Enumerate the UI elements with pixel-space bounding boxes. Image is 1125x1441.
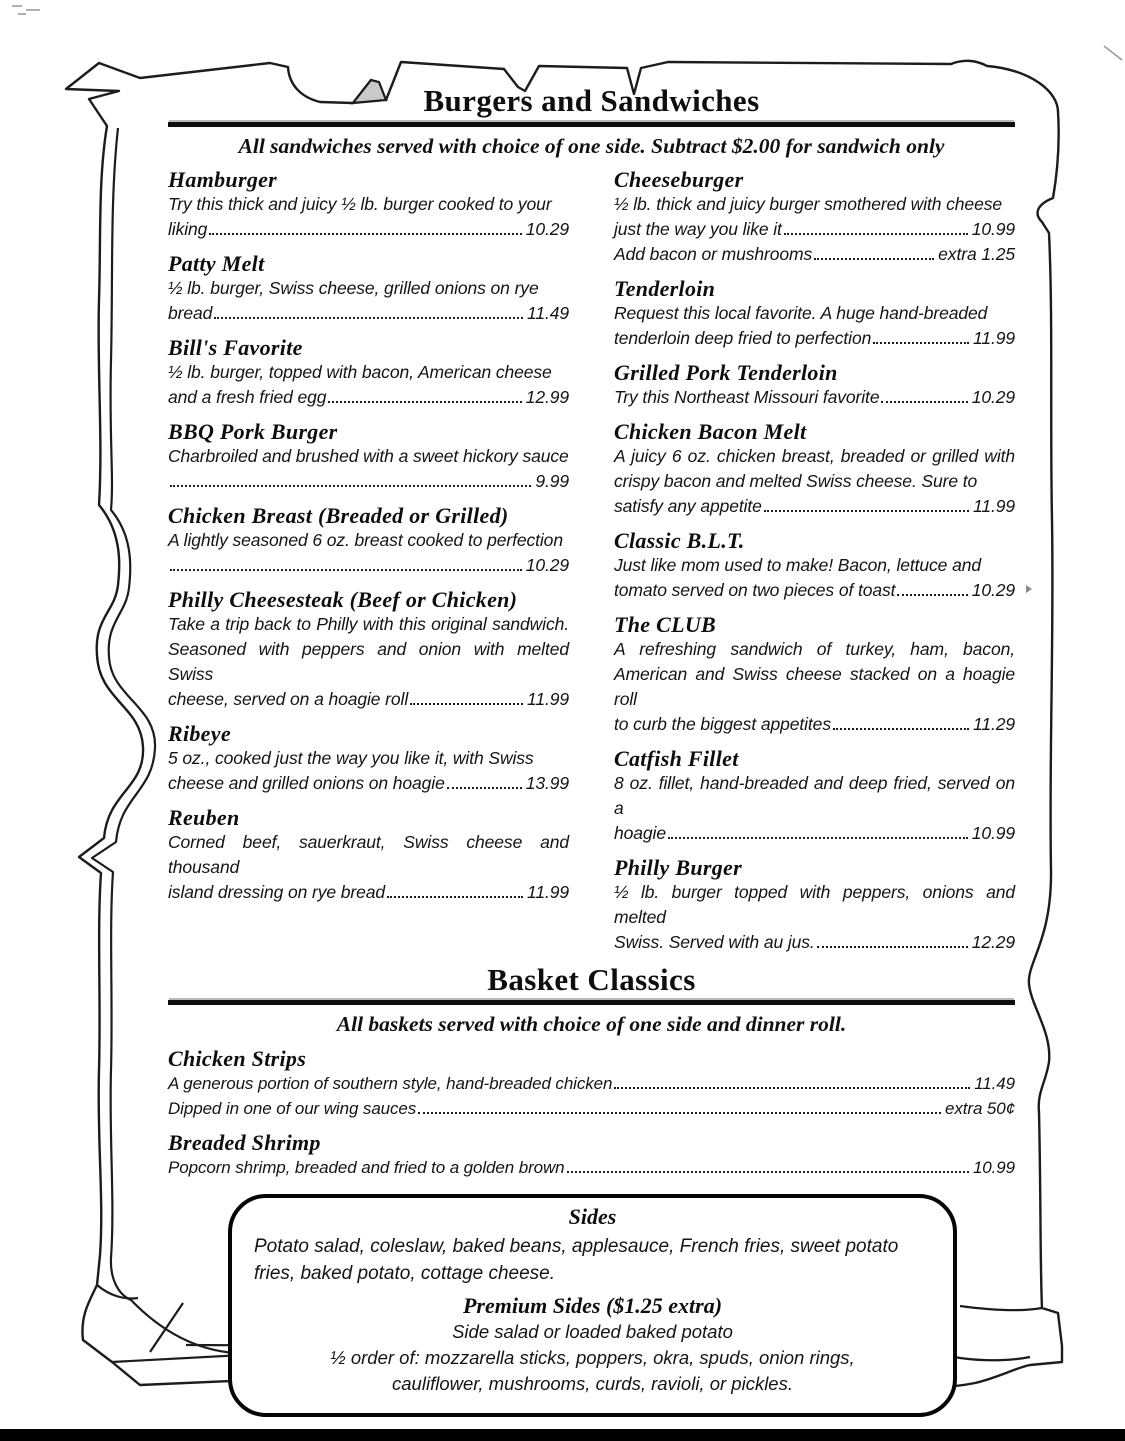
item-name: Cheeseburger — [614, 166, 744, 192]
item-description-tail: satisfy any appetite — [614, 495, 762, 516]
item-description: ½ lb. burger, topped with bacon, American cheese — [168, 361, 552, 382]
item-price: extra 50¢ — [945, 1099, 1015, 1119]
item-name: Chicken Breast (Breaded or Grilled) — [168, 502, 509, 528]
item-description-tail: island dressing on rye bread — [168, 881, 386, 902]
item-price-row — [168, 553, 569, 578]
section-basket-classics — [168, 963, 1015, 1181]
item-price: 11.49 — [527, 302, 569, 323]
dot-leader — [614, 1087, 970, 1089]
item-price: 10.29 — [525, 554, 569, 575]
item-name: Bill's Favorite — [168, 334, 303, 360]
item-description: A lightly seasoned 6 oz. breast cooked to perfection — [168, 529, 563, 550]
item-price: 12.29 — [971, 931, 1015, 952]
section-rule — [168, 1000, 1015, 1005]
menu-item-chicken-breast — [168, 503, 569, 578]
item-description: ½ lb. burger topped with peppers, onions and melted — [614, 881, 1015, 927]
dot-leader — [170, 485, 531, 487]
item-price: 10.99 — [971, 218, 1015, 239]
section-note: All sandwiches served with choice of one side. Subtract $2.00 for sandwich only — [238, 133, 945, 158]
dot-leader — [873, 342, 969, 344]
premium-sides-line: cauliflower, mushrooms, curds, ravioli, or pickles. — [392, 1373, 793, 1395]
menu-item-ribeye — [168, 721, 569, 796]
item-price-row — [614, 712, 1015, 737]
premium-sides-line: ½ order of: mozzarella sticks, poppers, okra, spuds, onion rings, — [330, 1347, 855, 1369]
menu-item-grilled-pork-tenderloin — [614, 360, 1015, 410]
item-price: 10.29 — [971, 386, 1015, 407]
item-price: 10.99 — [971, 822, 1015, 843]
item-description-tail: Try this Northeast Missouri favorite — [614, 386, 880, 407]
dot-leader — [410, 703, 523, 705]
item-price-row — [168, 1155, 1015, 1180]
dot-leader — [567, 1171, 969, 1173]
item-description: Charbroiled and brushed with a sweet hickory sauce — [168, 445, 569, 466]
item-price: 11.49 — [974, 1074, 1015, 1094]
menu-item-bbq-pork-burger — [168, 419, 569, 494]
item-description: Try this thick and juicy ½ lb. burger cooked to your — [168, 193, 552, 214]
dot-leader — [897, 594, 967, 596]
section-burgers-sandwiches — [168, 84, 1015, 955]
item-description-tail: and a fresh fried egg — [168, 386, 327, 407]
item-price: 11.99 — [973, 495, 1015, 516]
dot-leader — [209, 233, 521, 235]
item-price: 10.99 — [972, 1158, 1015, 1178]
menu-item-cheeseburger — [614, 167, 1015, 267]
item-price: 13.99 — [525, 772, 569, 793]
dot-leader — [784, 233, 968, 235]
item-name: Catfish Fillet — [614, 745, 739, 771]
item-description-tail: cheese and grilled onions on hoagie — [168, 772, 445, 793]
dot-leader — [214, 317, 523, 319]
scan-dust-top-left — [12, 5, 40, 15]
item-description-tail: Popcorn shrimp, breaded and fried to a golden brown — [168, 1158, 565, 1178]
item-name: Classic B.L.T. — [614, 527, 745, 553]
item-price-row — [168, 301, 569, 326]
right-column — [614, 162, 1015, 955]
item-name: Hamburger — [168, 166, 278, 192]
item-description-tail: A generous portion of southern style, hand-breaded chicken — [168, 1074, 613, 1094]
menu-item-hamburger — [168, 167, 569, 242]
menu-item-philly-burger — [614, 855, 1015, 955]
section-title: Burgers and Sandwiches — [423, 83, 760, 118]
premium-sides-title: Premium Sides ($1.25 extra) — [462, 1293, 723, 1319]
item-name: The CLUB — [614, 611, 717, 637]
item-name: Chicken Bacon Melt — [614, 418, 807, 444]
item-price-row — [614, 385, 1015, 410]
item-description: A juicy 6 oz. chicken breast, breaded or grilled with crispy bacon and melted Swiss cheese. Sure to — [614, 445, 1015, 491]
menu-item-patty-melt — [168, 251, 569, 326]
item-name: Reuben — [168, 804, 240, 830]
item-description-tail: Dipped in one of our wing sauces — [168, 1099, 417, 1119]
item-price-row — [168, 385, 569, 410]
dot-leader — [764, 510, 969, 512]
item-name: Grilled Pork Tenderloin — [614, 359, 838, 385]
item-price-row — [614, 326, 1015, 351]
item-price-row — [614, 578, 1015, 603]
item-name: Ribeye — [168, 720, 231, 746]
item-name: Philly Cheesesteak (Beef or Chicken) — [168, 586, 518, 612]
item-extra-price-row — [614, 242, 1015, 267]
menu-content — [168, 84, 1015, 1417]
dot-leader — [668, 837, 968, 839]
item-description: A refreshing sandwich of turkey, ham, bacon, American and Swiss cheese stacked on a hoagie roll — [614, 638, 1015, 709]
item-description: Request this local favorite. A huge hand-breaded — [614, 302, 988, 323]
item-price: 11.99 — [527, 688, 569, 709]
item-price-row — [168, 217, 569, 242]
menu-item-reuben — [168, 805, 569, 905]
dot-leader — [447, 787, 522, 789]
item-description-tail: Swiss. Served with au jus. — [614, 931, 815, 952]
premium-sides-line: Side salad or loaded baked potato — [452, 1321, 733, 1343]
menu-item-tenderloin — [614, 276, 1015, 351]
menu-item-philly-cheesesteak — [168, 587, 569, 712]
item-price-row — [614, 217, 1015, 242]
item-price: 11.29 — [973, 713, 1015, 734]
item-description-tail: to curb the biggest appetites — [614, 713, 831, 734]
menu-item-breaded-shrimp — [168, 1130, 1015, 1180]
item-description: Take a trip back to Philly with this original sandwich. Seasoned with peppers and onion with melted Swiss — [168, 613, 569, 684]
item-extra-price: extra 1.25 — [938, 243, 1015, 264]
scan-speck-top-right — [1104, 46, 1122, 60]
menu-item-catfish-fillet — [614, 746, 1015, 846]
item-description-tail: liking — [168, 218, 208, 239]
item-name: Chicken Strips — [168, 1046, 307, 1072]
item-price-row — [168, 687, 569, 712]
section-note: All baskets served with choice of one side and dinner roll. — [336, 1012, 847, 1037]
item-name: BBQ Pork Burger — [168, 418, 338, 444]
item-description-tail: cheese, served on a hoagie roll — [168, 688, 409, 709]
section-title: Basket Classics — [487, 961, 696, 997]
item-price-row — [614, 930, 1015, 955]
item-price: 11.99 — [973, 327, 1015, 348]
dot-leader — [387, 896, 523, 898]
menu-item-classic-blt — [614, 528, 1015, 603]
menu-item-bills-favorite — [168, 335, 569, 410]
sides-box — [228, 1194, 957, 1417]
dot-leader — [170, 569, 522, 571]
item-price: 10.29 — [971, 579, 1015, 600]
item-name: Breaded Shrimp — [168, 1130, 321, 1156]
dot-leader — [328, 401, 521, 403]
item-price-row — [168, 469, 569, 494]
item-name: Patty Melt — [168, 250, 265, 276]
item-description-tail: just the way you like it — [614, 218, 782, 239]
item-price: 11.99 — [527, 881, 569, 902]
item-description: 8 oz. fillet, hand-breaded and deep fried, served on a — [614, 772, 1015, 818]
item-extra-price-row — [168, 1096, 1015, 1121]
sides-list: Potato salad, coleslaw, baked beans, applesauce, French fries, sweet potato fries, baked potato, cottage cheese. — [254, 1236, 899, 1285]
item-price-row — [168, 880, 569, 905]
item-price-row — [168, 1071, 1015, 1096]
item-extra-text: Add bacon or mushrooms — [614, 243, 813, 264]
item-description: ½ lb. thick and juicy burger smothered with cheese — [614, 193, 1002, 214]
item-description: ½ lb. burger, Swiss cheese, grilled onions on rye — [168, 277, 539, 298]
item-name: Philly Burger — [614, 854, 742, 880]
item-description: 5 oz., cooked just the way you like it, with Swiss — [168, 747, 534, 768]
item-price-row — [168, 771, 569, 796]
dot-leader — [833, 728, 969, 730]
item-description-tail: tenderloin deep fried to perfection — [614, 327, 872, 348]
dot-leader — [881, 401, 967, 403]
item-price-row — [614, 494, 1015, 519]
scan-bottom-bar — [0, 1429, 1125, 1441]
item-price: 10.29 — [525, 218, 569, 239]
item-price: 9.99 — [535, 470, 569, 491]
left-column — [168, 162, 569, 905]
item-description: Just like mom used to make! Bacon, lettuce and — [614, 554, 981, 575]
sides-title: Sides — [568, 1204, 617, 1230]
menu-item-the-club — [614, 612, 1015, 737]
dot-leader — [418, 1112, 941, 1114]
item-name: Tenderloin — [614, 275, 716, 301]
item-description-tail: hoagie — [614, 822, 666, 843]
item-description-tail: bread — [168, 302, 213, 323]
menu-item-chicken-strips — [168, 1046, 1015, 1121]
menu-item-chicken-bacon-melt — [614, 419, 1015, 519]
section-rule — [168, 122, 1015, 127]
dot-leader — [814, 258, 934, 260]
dot-leader — [817, 946, 968, 948]
item-price-row — [614, 821, 1015, 846]
item-description: Corned beef, sauerkraut, Swiss cheese and thousand — [168, 831, 569, 877]
item-description-tail: tomato served on two pieces of toast — [614, 579, 896, 600]
item-price: 12.99 — [525, 386, 569, 407]
